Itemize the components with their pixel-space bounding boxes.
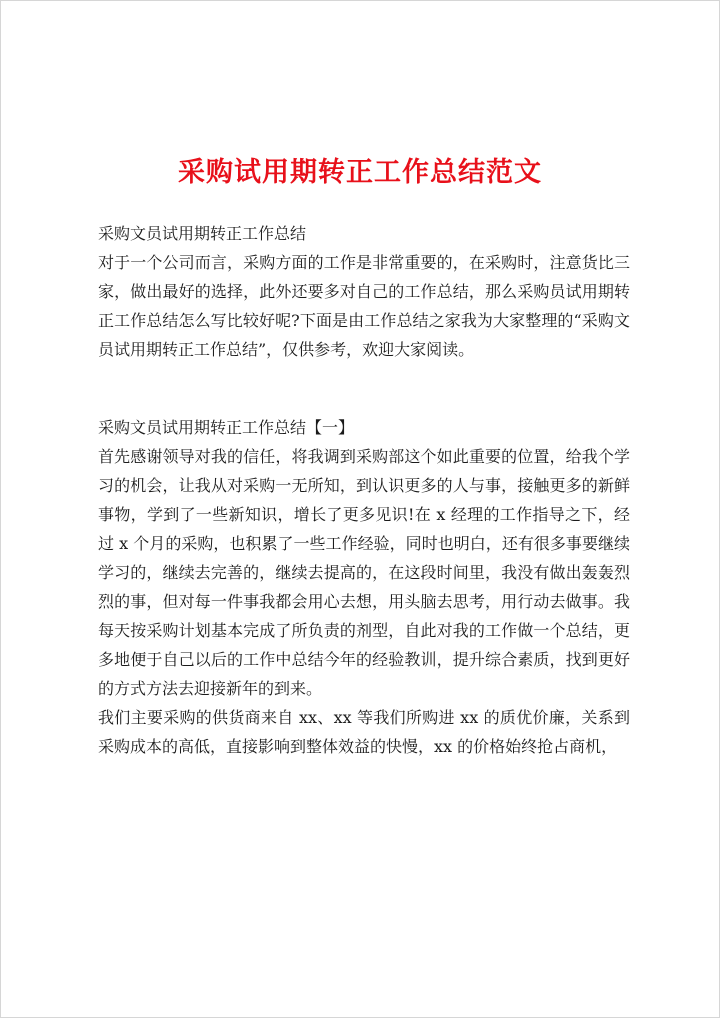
intro-paragraph: 对于一个公司而言，采购方面的工作是非常重要的，在采购时，注意货比三家，做出最好的选择，此外还要多对自己的工作总结，那么采购员试用期转正工作总结怎么写比较好呢?下面是由工作总结之家我为大家整理的“采购文员试用期转正工作总结”，仅供参考，欢迎大家阅读。 <box>98 253 630 359</box>
document-body <box>98 219 630 761</box>
body-paragraph: 我们主要采购的供货商来自 xx、xx 等我们所购进 xx 的质优价廉，关系到采购成本的高低，直接影响到整体效益的快慢，xx 的价格始终抢占商机， <box>98 708 630 756</box>
body-paragraph: 首先感谢领导对我的信任，将我调到采购部这个如此重要的位置，给我个学习的机会，让我从对采购一无所知，到认识更多的人与事，接触更多的新鲜事物，学到了一些新知识，增长了更多见识!在 x 经理的工作指导之下，经过 x 个月的采购，也积累了一些工作经验，同时也明白，还有很多事要继续学习的，继续去完善的，继续去提高的，在这段时间里，我没有做出轰轰烈烈的事，但对每一件事我都会用心去想，用头脑去思考，用行动去做事。我每天按采购计划基本完成了所负责的剂型，自此对我的工作做一个总结，更多地便于自己以后的工作中总结今年的经验教训，提升综合素质，找到更好的方式方法去迎接新年的到来。 <box>98 447 630 698</box>
document-title: 采购试用期转正工作总结范文 <box>178 157 542 188</box>
section-heading: 采购文员试用期转正工作总结【一】 <box>98 418 355 437</box>
section-spacer <box>98 364 630 413</box>
document-subtitle: 采购文员试用期转正工作总结 <box>98 224 307 243</box>
